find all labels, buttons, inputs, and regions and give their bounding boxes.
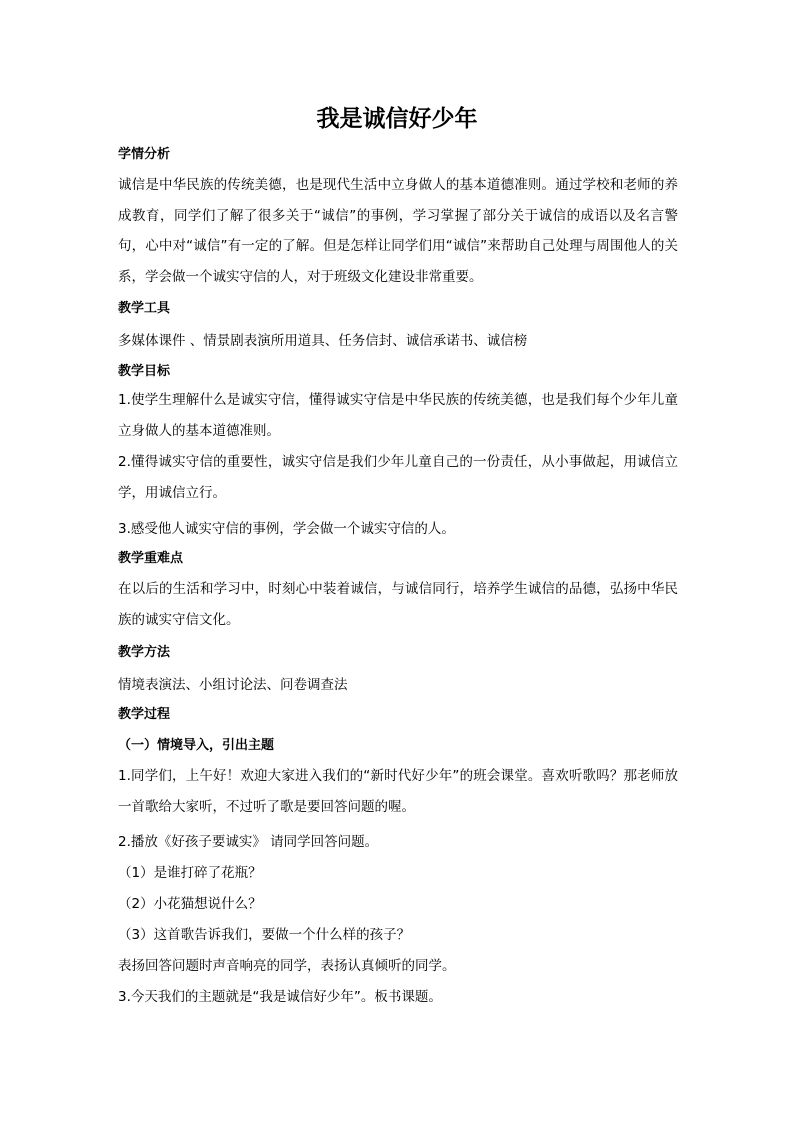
question-3: （3）这首歌告诉我们，要做一个什么样的孩子？ xyxy=(118,927,411,943)
paragraph-key-points: 在以后的生活和学习中，时刻心中装着诚信，与诚信同行，培养学生诚信的品德，弘扬中华民族的诚实守信文化。 xyxy=(118,581,678,628)
process-step-3: 3.今天我们的主题就是“我是诚信好少年”。板书课题。 xyxy=(118,989,442,1005)
subheading-intro: （一）情境导入，引出主题 xyxy=(118,738,275,753)
heading-analysis: 学情分析 xyxy=(118,147,171,162)
goal-item-3: 3.感受他人诚实守信的事例，学会做一个诚实守信的人。 xyxy=(118,521,455,537)
process-step-2: 2.播放《好孩子要诚实》 请同学回答问题。 xyxy=(118,834,379,850)
goal-item-1: 1.使学生理解什么是诚实守信，懂得诚实守信是中华民族的传统美德，也是我们每个少年儿童立身做人的基本道德准则。 xyxy=(118,392,678,439)
goal-item-2: 2.懂得诚实守信的重要性，诚实守信是我们少年儿童自己的一份责任，从小事做起，用诚信立学，用诚信立行。 xyxy=(118,454,678,501)
heading-tools: 教学工具 xyxy=(118,301,171,316)
paragraph-analysis: 诚信是中华民族的传统美德，也是现代生活中立身做人的基本道德准则。通过学校和老师的养成教育，同学们了解了很多关于“诚信”的事例，学习掌握了部分关于诚信的成语以及名言警句，心中对“诚信”有一定的了解。但是怎样让同学们用“诚信”来帮助自己处理与周围他人的关系，学会做一个诚实守信的人，对于班级文化建设非常重要。 xyxy=(118,177,678,285)
heading-key-points: 教学重难点 xyxy=(118,551,184,566)
process-step-1: 1.同学们，上午好！欢迎大家进入我们的“新时代好少年”的班会课堂。喜欢听歌吗？那老师放一首歌给大家听，不过听了歌是要回答问题的喔。 xyxy=(118,768,678,815)
question-2: （2）小花猫想说什么？ xyxy=(118,896,262,912)
document-title: 我是诚信好少年 xyxy=(316,106,478,132)
paragraph-methods: 情境表演法、小组讨论法、问卷调查法 xyxy=(118,677,348,693)
praise-text: 表扬回答问题时声音响亮的同学，表扬认真倾听的同学。 xyxy=(118,958,456,974)
paragraph-tools: 多媒体课件 、情景剧表演所用道具、任务信封、诚信承诺书、诚信榜 xyxy=(118,333,528,349)
heading-process: 教学过程 xyxy=(118,707,171,722)
heading-goals: 教学目标 xyxy=(118,364,171,379)
heading-methods: 教学方法 xyxy=(118,645,171,660)
question-1: （1）是谁打碎了花瓶？ xyxy=(118,865,262,881)
